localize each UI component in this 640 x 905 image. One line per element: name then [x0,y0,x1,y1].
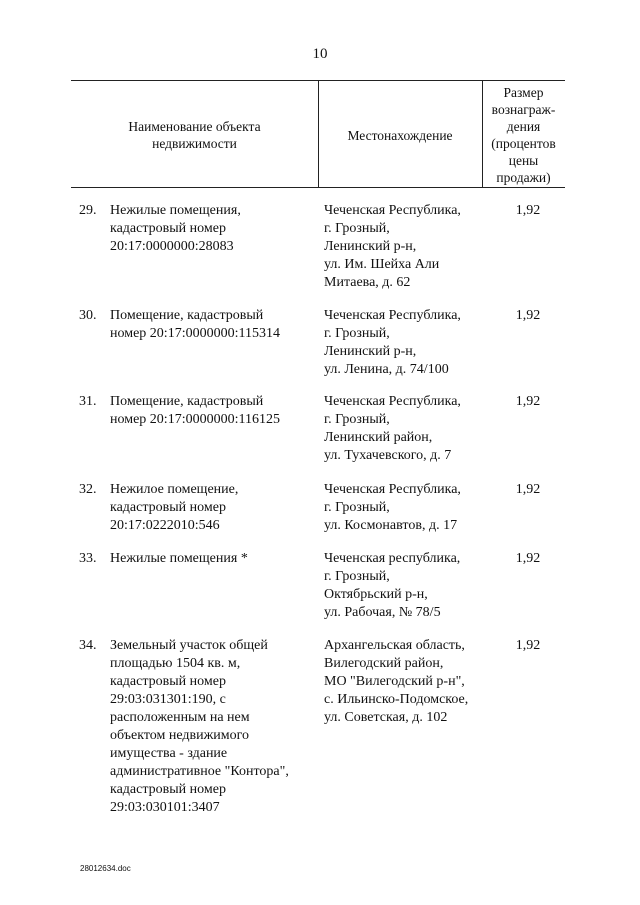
location-line: Октябрьский р-н, [324,587,428,602]
property-name-line: 20:17:0222010:546 [110,518,220,533]
header-fee-line: (процентов [491,136,556,151]
property-name-line: Нежилые помещения, [110,203,241,218]
row-number: 33. [79,551,97,566]
row-number: 30. [79,308,97,323]
property-name [110,307,315,343]
property-name-line: Помещение, кадастровый [110,308,264,323]
header-bottom-rule [71,187,565,188]
location-line: ул. Им. Шейха Али [324,257,440,272]
property-name [110,550,315,568]
property-name [110,393,315,429]
property-location [324,307,514,379]
location-line: ул. Рабочая, № 78/5 [324,605,441,620]
table-row [71,550,565,637]
property-location [324,550,514,622]
fee-percent: 1,92 [515,482,541,497]
fee-percent: 1,92 [515,203,541,218]
property-name-line: Нежилые помещения * [110,551,248,566]
table-row [71,481,565,550]
location-line: Чеченская Республика, [324,394,461,409]
property-name-line: Нежилое помещение, [110,482,239,497]
property-table-body [71,202,565,827]
location-line: г. Грозный, [324,326,390,341]
property-location [324,393,514,465]
location-line: Архангельская область, [324,638,465,653]
document-filename: 28012634.doc [80,864,131,873]
fee-percent: 1,92 [515,551,541,566]
page-number: 10 [312,46,328,62]
property-name-line: имущества - здание [110,746,228,761]
location-line: Вилегодский район, [324,656,444,671]
header-fee-line: вознаграж- [491,102,556,117]
row-number: 32. [79,482,97,497]
property-name [110,637,315,817]
location-line: Чеченская республика, [324,551,461,566]
property-name-line: 20:17:0000000:28083 [110,239,234,254]
row-number: 31. [79,394,97,409]
location-line: МО "Вилегодский р-н", [324,674,465,689]
fee-percent: 1,92 [515,308,541,323]
table-row [71,393,565,481]
header-location-cell [318,127,482,144]
location-line: г. Грозный, [324,221,390,236]
header-fee-line: Размер [503,85,544,100]
location-line: Чеченская Республика, [324,203,461,218]
location-line: Чеченская Республика, [324,482,461,497]
property-name [110,481,315,535]
location-line: Ленинский р-н, [324,344,417,359]
property-name-line: объектом недвижимого [110,728,250,743]
fee-percent: 1,92 [515,394,541,409]
row-number: 34. [79,638,97,653]
row-number: 29. [79,203,97,218]
property-name-line: кадастровый номер [110,674,226,689]
location-line: Ленинский р-н, [324,239,417,254]
property-location [324,481,514,535]
header-fee-cell [482,84,565,186]
property-name-line: 29:03:031301:190, с [110,692,226,707]
location-line: ул. Ленина, д. 74/100 [324,362,449,377]
property-name-line: площадью 1504 кв. м, [110,656,241,671]
location-line: с. Ильинско-Подомское, [324,692,469,707]
header-fee-line: цены [508,153,539,168]
property-location [324,202,514,292]
location-line: ул. Советская, д. 102 [324,710,448,725]
table-row [71,202,565,307]
property-location [324,637,514,727]
header-name-cell [71,118,318,152]
property-name-line: административное "Контора", [110,764,289,779]
location-line: Ленинский район, [324,430,433,445]
property-name-line: кадастровый номер [110,500,226,515]
property-name [110,202,315,256]
location-line: г. Грозный, [324,500,390,515]
location-line: ул. Тухачевского, д. 7 [324,448,452,463]
location-line: Чеченская Республика, [324,308,461,323]
table-row [71,307,565,393]
property-name-line: расположенным на нем [110,710,250,725]
property-name-line: Земельный участок общей [110,638,268,653]
property-name-line: кадастровый номер [110,782,226,797]
header-fee-line: продажи) [496,170,551,185]
property-name-line: 29:03:030101:3407 [110,800,220,815]
location-line: г. Грозный, [324,412,390,427]
location-line: ул. Космонавтов, д. 17 [324,518,458,533]
header-location-label: Местонахождение [347,128,453,143]
fee-percent: 1,92 [515,638,541,653]
header-name-line: недвижимости [152,136,237,151]
header-fee-line: дения [506,119,541,134]
location-line: г. Грозный, [324,569,390,584]
table-row [71,637,565,827]
property-name-line: Помещение, кадастровый [110,394,264,409]
property-name-line: кадастровый номер [110,221,226,236]
property-name-line: номер 20:17:0000000:115314 [110,326,280,341]
location-line: Митаева, д. 62 [324,275,411,290]
property-name-line: номер 20:17:0000000:116125 [110,412,280,427]
header-name-line: Наименование объекта [128,119,261,134]
